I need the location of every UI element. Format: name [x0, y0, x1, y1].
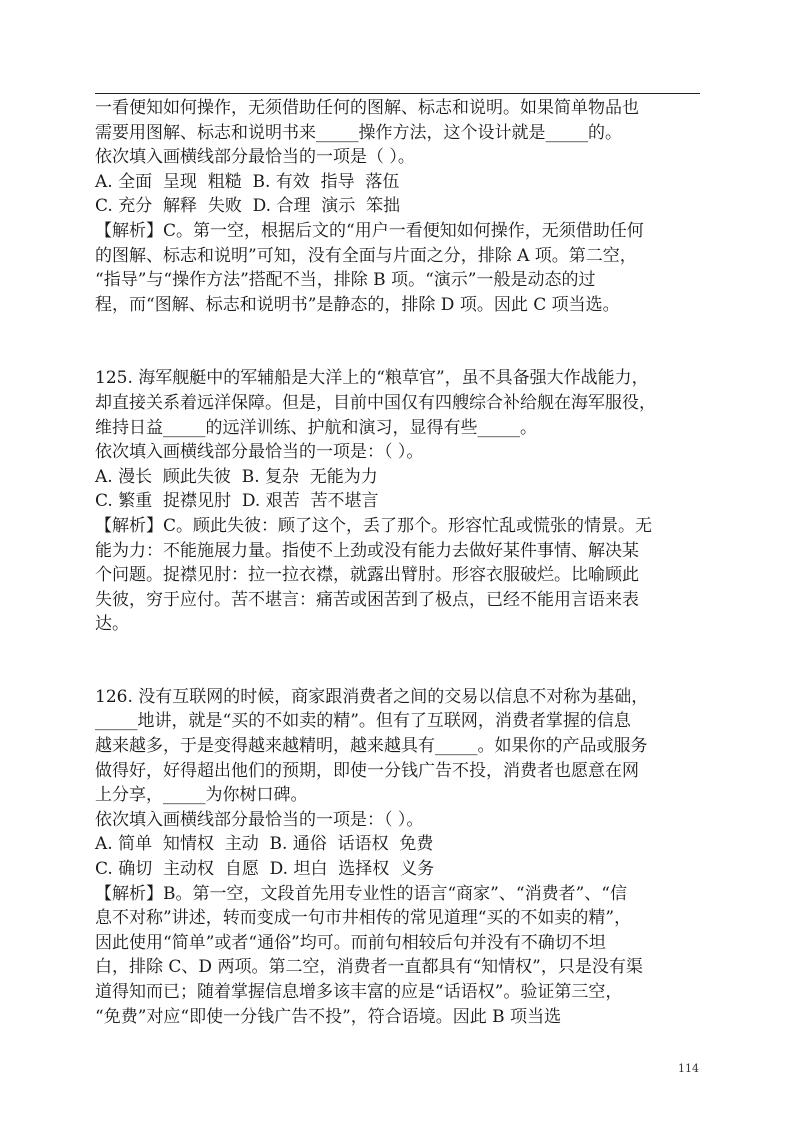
analysis-line: 的图解、标志和说明”可知，没有全面与片面之分，排除 A 项。第二空，	[95, 245, 637, 266]
spacer	[95, 317, 703, 366]
analysis-line: 能为力：不能施展力量。指使不上劲或没有能力去做好某件事情、解决某	[95, 540, 639, 561]
analysis-line: 【解析】C。顾此失彼：顾了这个，丢了那个。形容忙乱或慌张的情景。无	[95, 515, 653, 536]
question-stem-line: 做得好，好得超出他们的预期，即使一分钱广告不投，消费者也愿意在网	[95, 760, 639, 781]
analysis-line: 息不对称”讲述，转而变成一句市井相传的常见道理“买的不如卖的精”，	[95, 908, 632, 929]
analysis-line: 因此使用“简单”或者“通俗”均可。而前句相较后句并没有不确切不坦	[95, 932, 606, 953]
question-126-block	[95, 685, 703, 1029]
page-number: 114	[678, 1062, 699, 1075]
question-stem-line: _____地讲，就是“买的不如卖的精”。但有了互联网，消费者掌握的信息	[95, 711, 631, 732]
analysis-line: 道得知而已；随着掌握信息增多该丰富的应是“话语权”。验证第三空，	[95, 982, 623, 1002]
page-body	[95, 96, 703, 1029]
options-line: A. 全面 呈现 粗糙 B. 有效 指导 落伍	[95, 171, 400, 192]
analysis-line: 【解析】C。第一空，根据后文的“用户一看便知如何操作，无须借助任何	[95, 220, 644, 241]
text-line: 需要用图解、标志和说明书来_____操作方法，这个设计就是_____的。	[95, 122, 622, 143]
question-stem-line: 125. 海军舰艇中的军辅船是大洋上的“粮草官”，虽不具备强大作战能力，	[95, 368, 649, 389]
question-stem-line: 维持日益_____的远洋训练、护航和演习，显得有些_____。	[95, 417, 537, 438]
analysis-line: 个问题。捉襟见肘：拉一拉衣襟，就露出臂肘。形容衣服破烂。比喻顾此	[95, 565, 639, 586]
analysis-line: “指导”与“操作方法”搭配不当，排除 B 项。“演示”一般是动态的过	[95, 270, 596, 291]
options-line: C. 确切 主动权 自愿 D. 坦白 选择权 义务	[95, 859, 435, 880]
spacer	[95, 637, 703, 685]
question-stem-line: 却直接关系着远洋保障。但是，目前中国仅有四艘综合补给舰在海军服役，	[95, 392, 656, 413]
question-prompt: 依次填入画横线部分最恰当的一项是（ ）。	[95, 147, 415, 168]
analysis-line: 【解析】B。第一空，文段首先用专业性的语言“商家”、“消费者”、“信	[95, 883, 627, 904]
question-125-block	[95, 366, 703, 637]
options-line: A. 漫长 顾此失彼 B. 复杂 无能为力	[95, 466, 378, 487]
analysis-line: 达。	[95, 614, 129, 635]
question-prompt: 依次填入画横线部分最恰当的一项是：（ ）。	[95, 809, 424, 830]
question-prompt: 依次填入画横线部分最恰当的一项是：（ ）。	[95, 442, 424, 463]
analysis-line: “免费”对应“即使一分钱广告不投”，符合语境。因此 B 项当选	[95, 1006, 562, 1027]
options-line: C. 繁重 捉襟见肘 D. 艰苦 苦不堪言	[95, 491, 379, 512]
continuation-block	[95, 96, 703, 317]
question-stem-line: 越来越多，于是变得越来越精明，越来越具有_____。如果你的产品或服务	[95, 736, 648, 757]
analysis-line: 失彼，穷于应付。苦不堪言：痛苦或困苦到了极点，已经不能用言语来表	[95, 589, 639, 610]
question-stem-line: 上分享，_____为你树口碑。	[95, 785, 308, 806]
analysis-line: 白，排除 C、D 两项。第二空，消费者一直都具有“知情权”，只是没有渠	[95, 957, 643, 978]
analysis-line: 程，而“图解、标志和说明书”是静态的，排除 D 项。因此 C 项当选。	[95, 294, 620, 315]
options-line: A. 简单 知情权 主动 B. 通俗 话语权 免费	[95, 834, 434, 855]
options-line: C. 充分 解释 失败 D. 合理 演示 笨拙	[95, 196, 401, 217]
header-rule	[95, 93, 700, 94]
question-stem-line: 126. 没有互联网的时候，商家跟消费者之间的交易以信息不对称为基础，	[95, 686, 649, 707]
text-line: 一看便知如何操作，无须借助任何的图解、标志和说明。如果简单物品也	[95, 98, 639, 118]
